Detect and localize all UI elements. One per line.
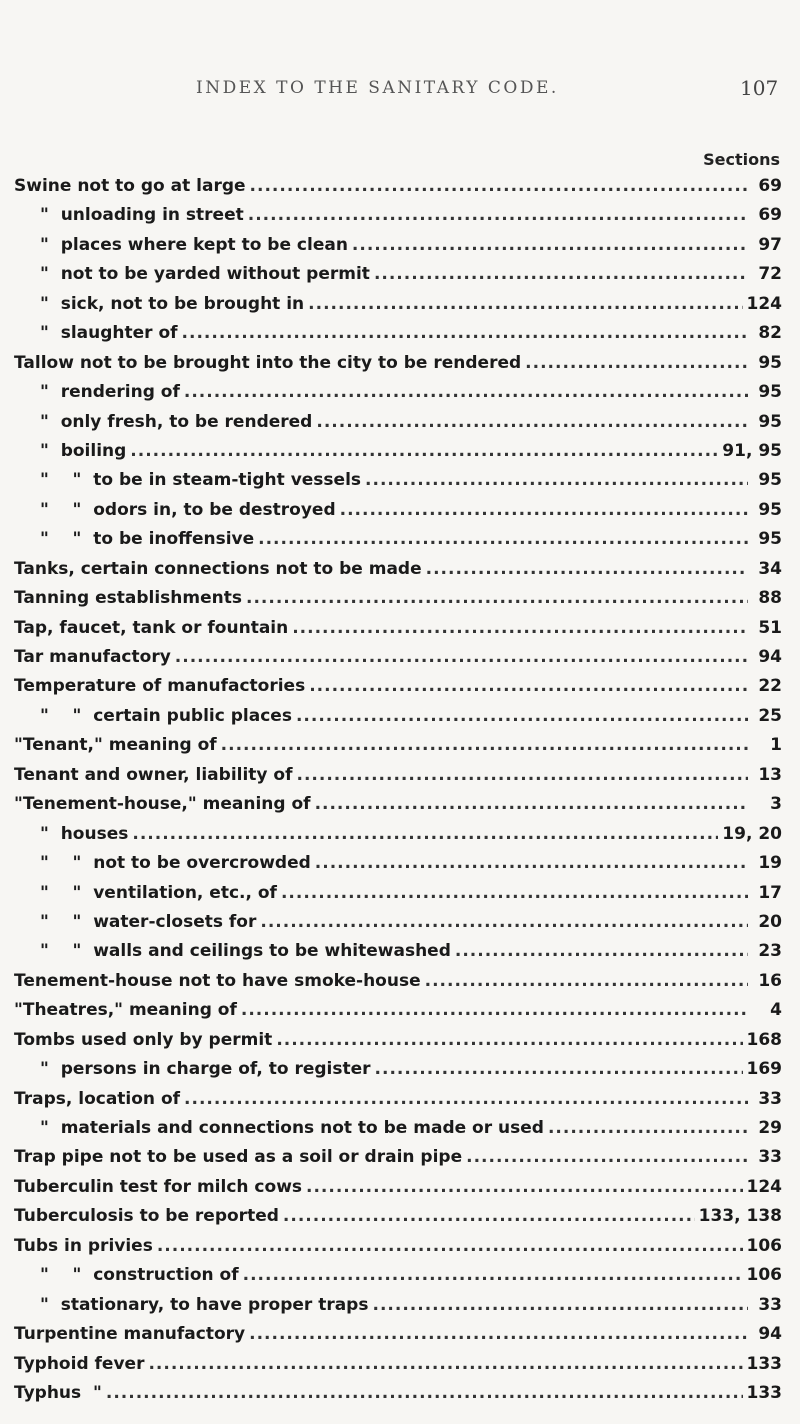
entry-text: Temperature of manufactories — [14, 676, 306, 697]
entry-text: " " water-closets for — [40, 911, 257, 932]
index-entry — [14, 908, 782, 937]
section-number: 95 — [758, 382, 782, 403]
dot-leader — [455, 937, 748, 966]
index-entry — [14, 437, 782, 466]
section-number: 95 — [758, 411, 782, 432]
index-entry — [14, 1085, 782, 1114]
section-number: 94 — [758, 647, 782, 667]
section-number: 33 — [758, 1294, 782, 1315]
index-entry — [14, 702, 782, 731]
dot-leader — [260, 908, 748, 937]
dot-leader — [283, 1202, 695, 1231]
dot-leader — [525, 349, 748, 378]
section-number: 168 — [746, 1029, 782, 1050]
index-entry — [14, 731, 782, 760]
dot-leader — [182, 319, 748, 348]
index-entry — [14, 614, 782, 643]
section-number: 95 — [758, 529, 782, 550]
entry-text: " boiling — [40, 440, 127, 461]
entry-text: " places where kept to be clean — [40, 234, 348, 255]
dot-leader — [246, 584, 748, 613]
index-entry — [14, 1291, 782, 1320]
section-number: 33 — [758, 1088, 782, 1109]
index-list — [14, 172, 782, 1408]
index-entry — [14, 996, 782, 1025]
section-number: 69 — [758, 205, 782, 226]
index-entry — [14, 525, 782, 554]
dot-leader — [296, 702, 748, 731]
entry-text: Tallow not to be brought into the city to be rendered — [14, 352, 522, 373]
index-entry — [14, 555, 782, 584]
dot-leader — [281, 879, 748, 908]
dot-leader — [241, 996, 748, 1025]
index-entry — [14, 260, 782, 289]
section-number: 124 — [746, 1176, 782, 1197]
entry-text: " slaughter of — [40, 323, 178, 344]
index-entry — [14, 1232, 782, 1261]
dot-leader — [258, 525, 748, 554]
dot-leader — [157, 1232, 743, 1261]
section-number: 20 — [758, 911, 782, 932]
index-entry — [14, 1055, 782, 1084]
section-number: 51 — [758, 617, 782, 638]
entry-text: Swine not to go at large — [14, 176, 246, 196]
entry-text: "Theatres," meaning of — [14, 1000, 237, 1021]
dot-leader — [276, 1026, 742, 1055]
index-entry — [14, 937, 782, 966]
entry-text: Tuberculin test for milch cows — [14, 1176, 303, 1197]
index-entry — [14, 1173, 782, 1202]
index-entry — [14, 1379, 782, 1408]
index-entry — [14, 349, 782, 378]
dot-leader — [292, 614, 748, 643]
section-number: 91, 95 — [722, 440, 782, 461]
index-entry — [14, 1143, 782, 1172]
index-entry — [14, 201, 782, 230]
entry-text: " " ventilation, etc., of — [40, 882, 277, 903]
section-number: 29 — [758, 1118, 782, 1138]
index-entry — [14, 408, 782, 437]
dot-leader — [175, 643, 748, 672]
dot-leader — [106, 1379, 743, 1408]
entry-text: " " to be in steam-tight vessels — [40, 470, 362, 491]
section-number: 97 — [758, 234, 782, 255]
entry-text: Tap, faucet, tank or fountain — [14, 617, 289, 638]
entry-text: Turpentine manufactory — [14, 1324, 246, 1345]
index-entry — [14, 820, 782, 849]
entry-text: Tanning establishments — [14, 588, 242, 609]
dot-leader — [315, 849, 748, 878]
section-number: 16 — [758, 970, 782, 991]
dot-leader — [184, 1085, 748, 1114]
section-number: 1 — [770, 735, 782, 756]
section-number: 133, 138 — [698, 1206, 782, 1227]
dot-leader — [548, 1114, 748, 1143]
dot-leader — [375, 1055, 743, 1084]
index-entry — [14, 1350, 782, 1379]
entry-text: " materials and connections not to be made or used — [40, 1118, 544, 1138]
index-entry — [14, 672, 782, 701]
dot-leader — [184, 378, 748, 407]
entry-text: Tuberculosis to be reported — [14, 1206, 279, 1227]
entry-text: " " construction of — [40, 1265, 239, 1286]
entry-text: Trap pipe not to be used as a soil or drain pipe — [14, 1147, 463, 1168]
dot-leader — [250, 172, 748, 201]
dot-leader — [309, 672, 748, 701]
index-entry — [14, 1320, 782, 1349]
index-entry — [14, 761, 782, 790]
section-number: 82 — [758, 323, 782, 344]
index-entry — [14, 643, 782, 672]
section-number: 95 — [758, 470, 782, 491]
section-number: 133 — [746, 1353, 782, 1374]
header-title: INDEX TO THE SANITARY CODE. — [196, 78, 559, 98]
section-number: 22 — [758, 676, 782, 697]
dot-leader — [340, 496, 748, 525]
dot-leader — [248, 201, 748, 230]
entry-text: Tenement-house not to have smoke-house — [14, 970, 421, 991]
section-number: 106 — [746, 1265, 782, 1286]
section-number: 69 — [758, 176, 782, 196]
dot-leader — [221, 731, 748, 760]
section-number: 95 — [758, 352, 782, 373]
section-number: 88 — [758, 588, 782, 609]
entry-text: " sick, not to be brought in — [40, 293, 305, 314]
entry-text: " " odors in, to be destroyed — [40, 499, 336, 520]
dot-leader — [426, 555, 748, 584]
section-number: 133 — [746, 1382, 782, 1403]
entry-text: " rendering of — [40, 382, 180, 403]
entry-text: " stationary, to have proper traps — [40, 1294, 369, 1315]
entry-text: " persons in charge of, to register — [40, 1059, 371, 1080]
index-entry — [14, 1261, 782, 1290]
index-entry — [14, 231, 782, 260]
index-entry — [14, 378, 782, 407]
section-number: 19 — [758, 853, 782, 874]
entry-text: " only fresh, to be rendered — [40, 411, 313, 432]
section-number: 72 — [758, 264, 782, 285]
index-entry — [14, 496, 782, 525]
index-entry — [14, 879, 782, 908]
dot-leader — [315, 790, 748, 819]
dot-leader — [148, 1350, 742, 1379]
entry-text: " not to be yarded without permit — [40, 264, 370, 285]
index-entry — [14, 584, 782, 613]
section-number: 33 — [758, 1147, 782, 1168]
index-entry — [14, 172, 782, 201]
dot-leader — [297, 761, 748, 790]
section-number: 25 — [758, 705, 782, 726]
dot-leader — [374, 260, 748, 289]
index-entry — [14, 967, 782, 996]
section-number: 19, 20 — [722, 823, 782, 844]
dot-leader — [372, 1291, 748, 1320]
section-number: 169 — [746, 1059, 782, 1080]
dot-leader — [365, 466, 748, 495]
section-number: 34 — [758, 558, 782, 579]
index-entry — [14, 290, 782, 319]
entry-text: "Tenant," meaning of — [14, 735, 217, 756]
section-number: 17 — [758, 882, 782, 903]
section-number: 94 — [758, 1324, 782, 1345]
dot-leader — [308, 290, 742, 319]
dot-leader — [249, 1320, 748, 1349]
sections-column-label: Sections — [703, 150, 780, 169]
dot-leader — [352, 231, 748, 260]
entry-text: Tubs in privies — [14, 1235, 153, 1256]
index-entry — [14, 319, 782, 348]
entry-text: Traps, location of — [14, 1088, 181, 1109]
section-number: 95 — [758, 499, 782, 520]
index-entry — [14, 1026, 782, 1055]
section-number: 23 — [758, 941, 782, 962]
entry-text: " houses — [40, 823, 129, 844]
entry-text: Tar manufactory — [14, 647, 171, 667]
section-number: 3 — [770, 794, 782, 815]
dot-leader — [130, 437, 718, 466]
entry-text: " unloading in street — [40, 205, 244, 226]
section-number: 13 — [758, 764, 782, 785]
entry-text: Tanks, certain connections not to be made — [14, 558, 422, 579]
index-entry — [14, 1114, 782, 1143]
index-entry — [14, 790, 782, 819]
entry-text: Typhoid fever — [14, 1353, 145, 1374]
dot-leader — [306, 1173, 742, 1202]
entry-text: Tenant and owner, liability of — [14, 764, 293, 785]
section-number: 106 — [746, 1235, 782, 1256]
index-entry — [14, 466, 782, 495]
section-number: 4 — [770, 1000, 782, 1021]
page-number: 107 — [740, 76, 779, 100]
section-number: 124 — [746, 293, 782, 314]
dot-leader — [132, 820, 718, 849]
dot-leader — [425, 967, 748, 996]
index-entry — [14, 849, 782, 878]
dot-leader — [316, 408, 748, 437]
dot-leader — [243, 1261, 743, 1290]
entry-text: "Tenement-house," meaning of — [14, 794, 311, 815]
entry-text: " " to be inoffensive — [40, 529, 255, 550]
dot-leader — [466, 1143, 748, 1172]
entry-text: Tombs used only by permit — [14, 1029, 273, 1050]
entry-text: Typhus " — [14, 1382, 102, 1403]
entry-text: " " walls and ceilings to be whitewashed — [40, 941, 451, 962]
entry-text: " " not to be overcrowded — [40, 853, 311, 874]
index-entry — [14, 1202, 782, 1231]
entry-text: " " certain public places — [40, 705, 292, 726]
